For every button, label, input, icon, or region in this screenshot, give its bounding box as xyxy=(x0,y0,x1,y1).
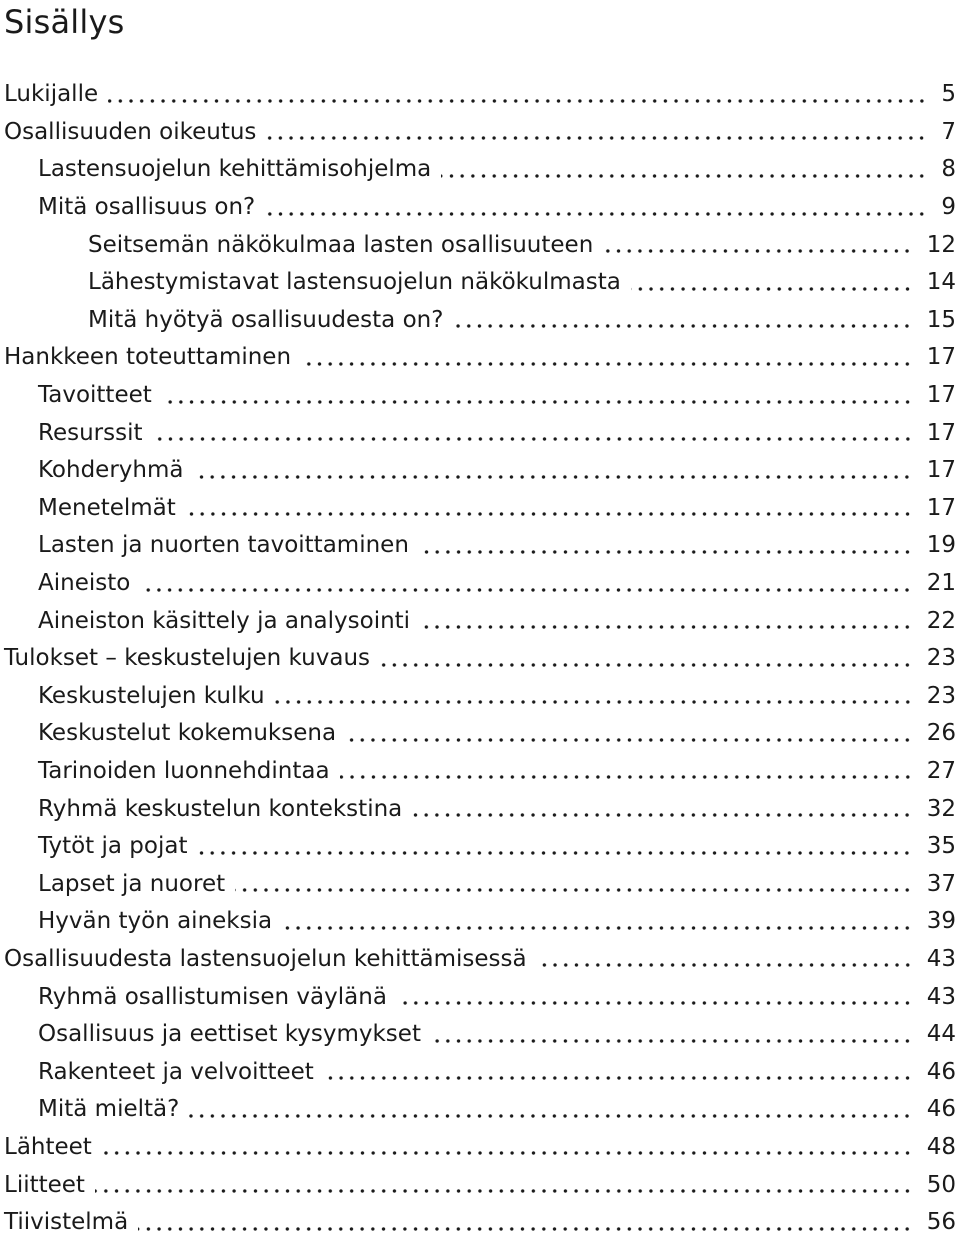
toc-entry[interactable] xyxy=(0,753,960,791)
toc-entry[interactable] xyxy=(0,602,960,640)
toc-entry-title: Menetelmät xyxy=(38,494,176,521)
dot-leader xyxy=(441,174,927,178)
toc-entry-title: Hankkeen toteuttaminen xyxy=(4,344,292,371)
toc-entry-page-number: 27 xyxy=(926,757,956,784)
toc-entry-page-number: 7 xyxy=(941,118,956,145)
toc-entry-page-number: 26 xyxy=(926,720,956,747)
toc-entry-page-number: 46 xyxy=(926,1096,956,1123)
toc-entry[interactable] xyxy=(0,339,960,377)
toc-entry[interactable] xyxy=(0,490,960,528)
dot-leader xyxy=(193,475,912,479)
dot-leader xyxy=(346,738,913,742)
dot-leader xyxy=(324,1076,913,1080)
toc-entry-page-number: 17 xyxy=(926,457,956,484)
toc-entry[interactable] xyxy=(0,377,960,415)
toc-entry-title: Rakenteet ja velvoitteet xyxy=(38,1058,314,1085)
dot-leader xyxy=(603,249,912,253)
toc-entry-title: Tulokset – keskustelujen kuvaus xyxy=(4,645,371,672)
toc-entry-page-number: 17 xyxy=(926,344,956,371)
toc-entry-page-number: 56 xyxy=(926,1209,956,1236)
dot-leader xyxy=(420,625,913,629)
toc-entry-page-number: 19 xyxy=(926,532,956,559)
toc-entry-title: Aineisto xyxy=(38,570,131,597)
toc-entry-title: Keskustelujen kulku xyxy=(38,682,265,709)
toc-entry-title: Tarinoiden luonnehdintaa xyxy=(38,757,330,784)
toc-entry[interactable] xyxy=(0,76,960,114)
toc-entry[interactable] xyxy=(0,1016,960,1054)
toc-entry-title: Lasten ja nuorten tavoittaminen xyxy=(38,532,409,559)
dot-leader xyxy=(186,512,913,516)
dot-leader xyxy=(102,1151,913,1155)
toc-entry-title: Lukijalle xyxy=(4,81,99,108)
toc-entry-title: Hyvän työn aineksia xyxy=(38,908,273,935)
dot-leader xyxy=(301,362,913,366)
toc-entry[interactable] xyxy=(0,527,960,565)
toc-entry-page-number: 43 xyxy=(926,983,956,1010)
toc-entry[interactable] xyxy=(0,790,960,828)
toc-entry[interactable] xyxy=(0,414,960,452)
toc-entry-page-number: 22 xyxy=(926,607,956,634)
toc-entry-page-number: 32 xyxy=(926,795,956,822)
toc-entry[interactable] xyxy=(0,865,960,903)
toc-entry-title: Keskustelut kokemuksena xyxy=(38,720,337,747)
toc-entry[interactable] xyxy=(0,678,960,716)
table-of-contents xyxy=(0,76,960,1241)
dot-leader xyxy=(162,400,913,404)
toc-entry-page-number: 44 xyxy=(926,1021,956,1048)
toc-entry-page-number: 5 xyxy=(941,81,956,108)
toc-entry[interactable] xyxy=(0,1053,960,1091)
toc-entry[interactable] xyxy=(0,1129,960,1167)
toc-entry[interactable] xyxy=(0,1166,960,1204)
toc-entry-page-number: 23 xyxy=(926,645,956,672)
toc-entry[interactable] xyxy=(0,452,960,490)
toc-entry-page-number: 35 xyxy=(926,833,956,860)
toc-entry[interactable] xyxy=(0,978,960,1016)
toc-entry[interactable] xyxy=(0,565,960,603)
toc-entry-title: Kohderyhmä xyxy=(38,457,184,484)
dot-leader xyxy=(282,926,913,930)
toc-entry-page-number: 43 xyxy=(926,945,956,972)
toc-entry-title: Osallisuus ja eettiset kysymykset xyxy=(38,1021,421,1048)
toc-entry-title: Lapset ja nuoret xyxy=(38,870,226,897)
toc-entry-page-number: 48 xyxy=(926,1133,956,1160)
toc-entry-title: Tiivistelmä xyxy=(4,1209,129,1236)
toc-entry[interactable] xyxy=(0,226,960,264)
dot-leader xyxy=(265,212,927,216)
dot-leader xyxy=(189,1114,912,1118)
dot-leader xyxy=(431,1039,913,1043)
page-title: Sisällys xyxy=(4,3,125,41)
dot-leader xyxy=(340,775,913,779)
toc-entry-title: Ryhmä keskustelun kontekstina xyxy=(38,795,403,822)
toc-entry-title: Mitä hyötyä osallisuudesta on? xyxy=(88,306,444,333)
dot-leader xyxy=(108,99,927,103)
toc-entry[interactable] xyxy=(0,715,960,753)
toc-entry-title: Seitsemän näkökulmaa lasten osallisuuteen xyxy=(88,231,594,258)
dot-leader xyxy=(380,663,913,667)
toc-entry[interactable] xyxy=(0,941,960,979)
toc-entry[interactable] xyxy=(0,189,960,227)
toc-entry[interactable] xyxy=(0,1091,960,1129)
dot-leader xyxy=(275,700,913,704)
dot-leader xyxy=(537,963,913,967)
toc-entry-page-number: 39 xyxy=(926,908,956,935)
toc-entry-page-number: 21 xyxy=(926,570,956,597)
toc-entry-title: Mitä mieltä? xyxy=(38,1096,180,1123)
toc-entry[interactable] xyxy=(0,640,960,678)
toc-entry-title: Lähteet xyxy=(4,1133,92,1160)
toc-entry-page-number: 15 xyxy=(926,306,956,333)
toc-entry[interactable] xyxy=(0,114,960,152)
toc-entry-title: Aineiston käsittely ja analysointi xyxy=(38,607,411,634)
dot-leader xyxy=(412,813,912,817)
toc-entry-title: Mitä osallisuus on? xyxy=(38,194,256,221)
toc-entry-page-number: 37 xyxy=(926,870,956,897)
toc-entry-page-number: 50 xyxy=(926,1171,956,1198)
dot-leader xyxy=(631,287,913,291)
dot-leader xyxy=(140,588,912,592)
toc-entry[interactable] xyxy=(0,828,960,866)
toc-entry-title: Resurssit xyxy=(38,419,143,446)
toc-entry-page-number: 8 xyxy=(941,156,956,183)
toc-entry-page-number: 14 xyxy=(926,269,956,296)
toc-entry-title: Osallisuudesta lastensuojelun kehittämisessä xyxy=(4,945,527,972)
toc-entry-page-number: 17 xyxy=(926,419,956,446)
toc-entry-page-number: 17 xyxy=(926,382,956,409)
toc-entry[interactable] xyxy=(0,302,960,340)
toc-entry-title: Lähestymistavat lastensuojelun näkökulmasta xyxy=(88,269,621,296)
toc-entry[interactable] xyxy=(0,151,960,189)
toc-entry-title: Tytöt ja pojat xyxy=(38,833,188,860)
dot-leader xyxy=(453,324,912,328)
toc-entry-title: Tavoitteet xyxy=(38,382,152,409)
toc-entry-page-number: 9 xyxy=(941,194,956,221)
toc-entry[interactable] xyxy=(0,264,960,302)
dot-leader xyxy=(138,1227,913,1231)
dot-leader xyxy=(197,851,912,855)
toc-entry-title: Liitteet xyxy=(4,1171,85,1198)
dot-leader xyxy=(235,888,913,892)
toc-entry-page-number: 23 xyxy=(926,682,956,709)
dot-leader xyxy=(397,1001,913,1005)
dot-leader xyxy=(153,437,913,441)
toc-entry-page-number: 46 xyxy=(926,1058,956,1085)
toc-entry-title: Lastensuojelun kehittämisohjelma xyxy=(38,156,432,183)
dot-leader xyxy=(95,1189,913,1193)
toc-entry-title: Osallisuuden oikeutus xyxy=(4,118,257,145)
toc-entry[interactable] xyxy=(0,1204,960,1241)
dot-leader xyxy=(419,550,913,554)
dot-leader xyxy=(266,136,927,140)
toc-entry-page-number: 17 xyxy=(926,494,956,521)
toc-entry-page-number: 12 xyxy=(926,231,956,258)
toc-entry[interactable] xyxy=(0,903,960,941)
toc-entry-title: Ryhmä osallistumisen väylänä xyxy=(38,983,387,1010)
